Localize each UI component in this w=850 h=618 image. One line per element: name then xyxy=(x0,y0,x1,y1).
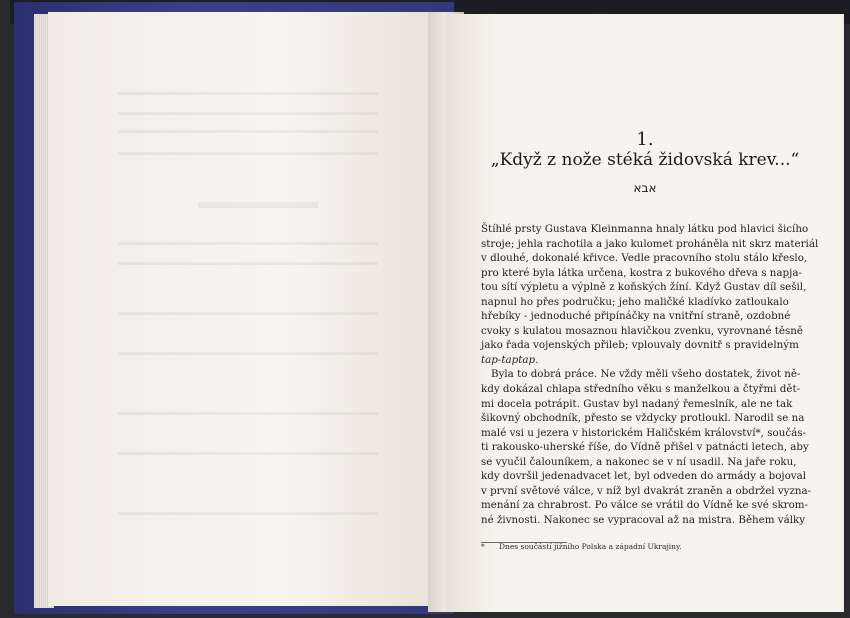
left-page-blank xyxy=(48,12,440,606)
footnote-text: Dnes součástí jižního Polska a západní Ukrajiny. xyxy=(499,542,682,551)
bleed-through-line xyxy=(118,130,378,133)
bleed-through-heading xyxy=(198,202,318,208)
text-line: v první světové válce, v níž byl dvakrát zraněn a obdržel vyzna- xyxy=(481,484,812,497)
bleed-through-line xyxy=(118,312,378,315)
text-line: né živnosti. Nakonec se vypracoval až na mistra. Během války xyxy=(481,513,806,526)
chapter-number: 1. xyxy=(636,129,654,150)
bleed-through-line xyxy=(118,112,378,115)
text-line: šikovný obchodník, přesto se vždycky protloukl. Narodil se na xyxy=(481,412,805,425)
text-line: tou sítí výpletu a výplně z koňských žíní. Když Gustav díl sešil, xyxy=(481,281,807,294)
bleed-through-line xyxy=(118,262,378,265)
footnote xyxy=(481,541,781,553)
text-line: ti rakousko-uherské říše, do Vídně přišel v patnácti letech, aby xyxy=(481,441,809,454)
text-line: mi docela potrápit. Gustav byl nadaný řemeslník, ale ne tak xyxy=(481,397,793,410)
text-line: pro které byla látka určena, kostra z bukového dřeva s napja- xyxy=(481,266,802,279)
text-line: kdy dokázal chlapa středního věku s manželkou a čtyřmi dět- xyxy=(481,383,801,396)
bleed-through-line xyxy=(118,512,378,515)
text-line: napnul ho přes područku; jeho maličké kladívko zatloukalo xyxy=(481,295,789,308)
text-line: jako řada vojenských přileb; vplouvaly dovnitř s pravidelným xyxy=(481,339,799,352)
text-line: cvoky s kulatou mosaznou hlavičkou zvenku, vyrovnané těsně xyxy=(481,324,804,337)
bleed-through-line xyxy=(118,152,378,155)
chapter-title: „Když z nože stéká židovská krev...“ xyxy=(490,150,800,170)
bleed-through-line xyxy=(118,412,378,415)
bleed-through-line xyxy=(118,352,378,355)
bleed-through-line xyxy=(118,92,378,95)
text-line: Štíhlé prsty Gustava Kleinmanna hnaly látku pod hlavici šicího xyxy=(481,223,809,235)
hebrew-ornament: אבא xyxy=(633,181,657,195)
text-line: menání za chrabrost. Po válce se vrátil do Vídně ke své skrom- xyxy=(481,499,809,512)
bleed-through-line xyxy=(118,242,378,245)
text-line: Byla to dobrá práce. Ne vždy měli všeho dostatek, život ně- xyxy=(491,368,801,381)
text-line-italic: tap-taptap. xyxy=(481,353,539,366)
text-line: kdy dovršil jedenadvacet let, byl odveden do armády a bojoval xyxy=(481,470,807,483)
text-line: hřebíky - jednoduché připínáčky na vnitřní straně, ozdobné xyxy=(481,310,791,323)
text-line: se vyučil čalouníkem, a nakonec se v ní usadil. Na jaře roku, xyxy=(481,455,797,468)
text-line: malé vsi u jezera v historickém Haličském království*, součás- xyxy=(481,426,807,439)
bleed-through-line xyxy=(118,452,378,455)
text-line: v dlouhé, dokonalé křivce. Vedle pracovního stolu stálo křeslo, xyxy=(481,252,808,265)
footnote-mark: * xyxy=(481,542,485,551)
chapter-body-text xyxy=(481,222,819,527)
text-line: stroje; jehla rachotila a jako kulomet proháněla nit skrz materiál xyxy=(481,237,819,250)
